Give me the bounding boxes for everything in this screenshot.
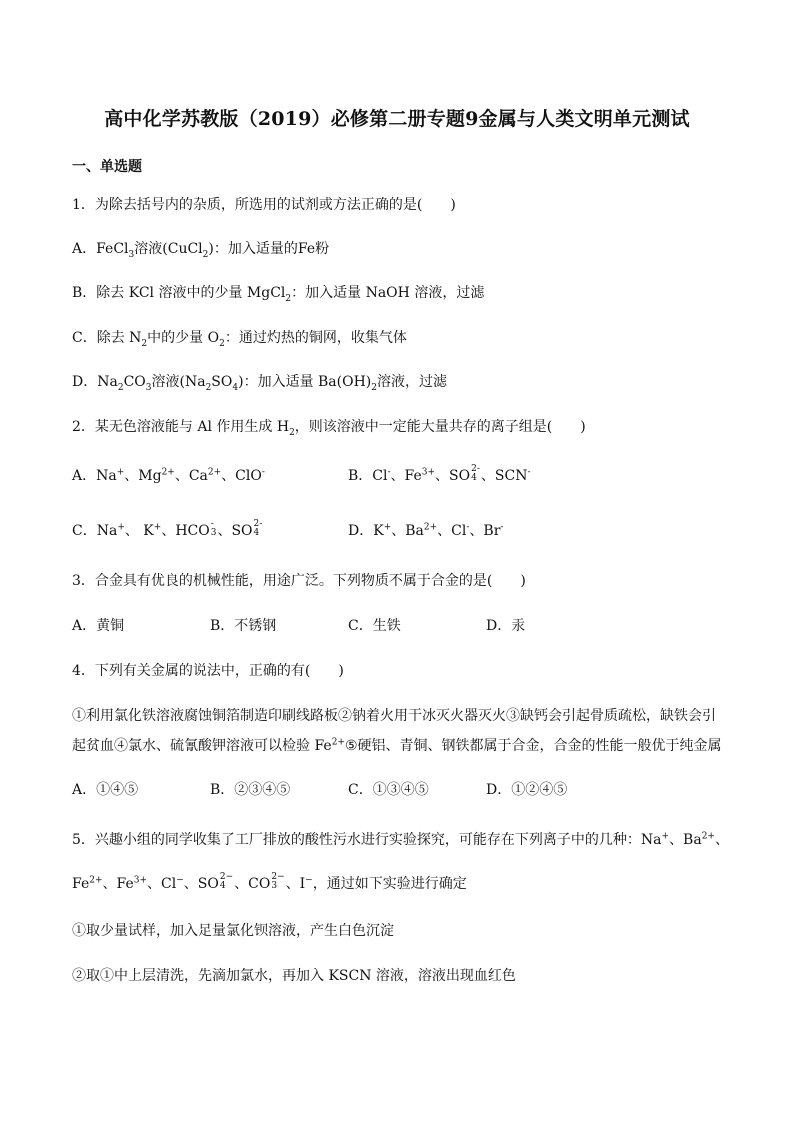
text: 溶液(Na [151,374,206,390]
text: 、Mg [124,468,162,484]
subscript: 3 [145,382,152,393]
subscript: 3 [128,249,135,260]
question-3-option-b[interactable]: B．不锈钢 [210,618,277,634]
subscript: 2 [285,293,292,304]
subscript: 4 [253,528,260,538]
subscript: 2 [371,382,378,393]
superscript: 2− [271,872,285,882]
superscript: 2+ [89,875,103,886]
ion-charge-stack [271,873,284,891]
question-4-option-a[interactable]: A．①④⑤ [72,782,139,798]
text: 溶液，过滤 [377,374,448,390]
text: C．除去 N [72,330,142,346]
text: B．除去 KCl 溶液中的少量 MgCl [72,285,286,301]
question-4-option-d[interactable]: D．①②④⑤ [486,782,568,798]
text: D．Na [72,374,118,390]
question-1-option-a[interactable] [72,240,329,258]
text: 、HCO [161,523,210,539]
superscript: - [387,467,391,478]
question-4-statements-line-2 [72,737,722,755]
question-5-step-2: ②取①中上层清洗，先滴加氯水，再加入 KSCN 溶液，溶液出现血红色 [72,968,516,984]
text: 、Fe [390,468,422,484]
subscript: 4 [232,382,239,393]
question-5-step-1: ①取少量试样，加入足量氯化钡溶液，产生白色沉淀 [72,923,394,939]
subscript: 2 [289,427,295,438]
superscript: + [383,522,392,533]
text: ⑤硬铝、青铜、钢铁都属于合金，合金的性能一般优于纯金属 [344,738,722,754]
text: 溶液(CuCl [134,241,203,257]
superscript: 2+ [701,831,715,842]
ion-charge-stack [220,873,233,891]
superscript: 2+ [161,467,175,478]
text: 、SCN [480,468,528,484]
question-4-option-b[interactable]: B．②③④⑤ [210,782,291,798]
text: 、SO [183,876,219,892]
superscript: + [116,467,125,478]
text: 、Ba [669,832,702,848]
superscript: - [210,519,214,529]
subscript: 2 [202,249,209,260]
question-1-option-c[interactable] [72,329,407,347]
text: 、 [714,832,729,848]
text: 起贫血④氯水、硫氰酸钾溶液可以检验 Fe [72,738,332,754]
superscript: + [153,522,162,533]
text: B．Cl [348,468,388,484]
text: A．FeCl [72,241,129,257]
question-1-option-d[interactable] [72,373,447,391]
text: SO [211,374,233,390]
text: 中的少量 O [147,330,220,346]
question-2-option-d[interactable] [348,522,503,540]
subscript: 4 [471,473,477,483]
superscript: 3+ [421,467,436,478]
text: D．K [348,523,384,539]
question-2-option-b[interactable] [348,464,531,485]
question-2-option-c[interactable] [72,519,263,540]
question-1-stem: 1．为除去括号内的杂质，所选用的试剂或方法正确的是( ) [72,197,456,213]
question-3-option-d[interactable]: D．汞 [486,618,526,634]
superscript: 2- [471,464,480,474]
text: A．Na [72,468,117,484]
subscript: 2 [117,382,124,393]
text: C．Na [72,523,118,539]
question-3-option-c[interactable]: C．生铁 [348,618,401,634]
superscript: - [500,522,504,533]
subscript: 3 [210,528,217,538]
text: ：通过灼热的铜网，收集气体 [224,330,407,346]
question-2-stem [72,418,586,436]
text: CO [123,374,146,390]
superscript: + [117,522,125,533]
text: ，则该溶液中一定能大量共存的离子组是( ) [294,419,586,435]
superscript: - [527,467,531,478]
superscript: 2- [253,519,263,529]
text: 、I [285,876,306,892]
text: )：加入适量的Fe粉 [208,241,330,257]
question-4-option-c[interactable]: C．①③④⑤ [348,782,429,798]
question-4-stem: 4．下列有关金属的说法中，正确的有( ) [72,663,344,679]
text: )：加入适量 Ba(OH) [238,374,372,390]
text: 、CO [234,876,271,892]
text: 、 K [124,523,154,539]
superscript: - [261,467,265,478]
subscript: 3 [271,881,278,891]
question-1-option-b[interactable] [72,284,484,302]
superscript: 3+ [133,875,148,886]
text: 、ClO [221,468,262,484]
section-heading: 一、单选题 [72,159,142,175]
question-3-stem: 3．合金具有优良的机械性能，用途广泛。下列物质不属于合金的是( ) [72,573,526,589]
superscript: 2+ [423,522,438,533]
superscript: + [661,831,670,842]
superscript: 2− [219,872,234,882]
question-4-statements-line-1: ①利用氯化铁溶液腐蚀铜箔制造印刷线路板②钠着火用干冰灭火器灭火③缺钙会引起骨质疏松，缺铁会引 [72,708,716,724]
text: ，通过如下实验进行确定 [312,876,467,892]
superscript: 2+ [331,737,345,748]
text: ：加入适量 NaOH 溶液，过滤 [291,285,485,301]
ion-charge-stack [254,520,263,538]
text: 2．某无色溶液能与 Al 作用生成 H [72,419,290,435]
subscript: 4 [219,881,226,891]
text: Fe [72,876,90,892]
text: 、Ba [391,523,424,539]
ion-charge-stack [471,465,480,483]
superscript: - [466,522,470,533]
text: 5．兴趣小组的同学收集了工厂排放的酸性污水进行实验探究，可能存在下列离子中的几种：Na [72,832,662,848]
subscript: 2 [219,338,225,349]
subscript: 2 [205,382,212,393]
ion-charge-stack [211,520,217,538]
subscript: 2 [141,338,148,349]
question-2-option-a[interactable] [72,467,265,485]
superscript: − [176,875,184,886]
question-3-option-a[interactable]: A．黄铜 [72,618,125,634]
superscript: 2+ [207,467,222,478]
text: 、Ca [174,468,208,484]
text: 、Cl [147,876,177,892]
superscript: − [305,875,313,886]
question-5-stem [72,831,729,849]
text: 、SO [217,523,253,539]
text: 、Br [469,523,501,539]
page-title: 高中化学苏教版（2019）必修第二册专题9金属与人类文明单元测试 [104,108,690,130]
text: 、Cl [437,523,467,539]
text: 、SO [435,468,471,484]
question-5-ion-list [72,872,467,893]
text: 、Fe [102,876,134,892]
